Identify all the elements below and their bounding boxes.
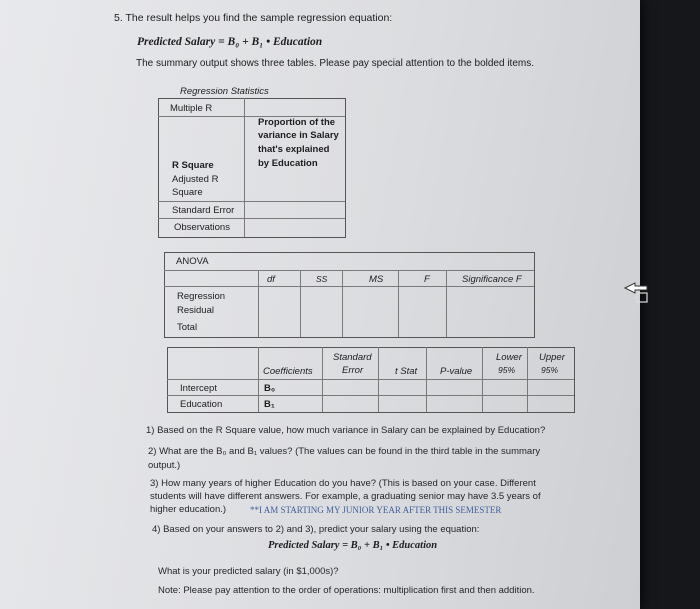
column-divider (378, 347, 379, 412)
anova-row-residual: Residual (177, 305, 214, 316)
adjusted-r-label: Adjusted R (172, 174, 219, 185)
dark-background (640, 0, 700, 609)
column-divider (426, 347, 427, 412)
proportion-note-4: by Education (258, 158, 318, 169)
anova-title: ANOVA (176, 256, 209, 267)
column-divider (527, 347, 528, 412)
observations-label: Observations (174, 222, 230, 233)
anova-header-ss: SS (316, 274, 328, 284)
regression-statistics-caption: Regression Statistics (180, 86, 269, 97)
coef-header-lower: Lower (496, 352, 522, 363)
row-divider (164, 270, 534, 271)
anova-row-regression: Regression (177, 291, 226, 302)
question-3-line-2: students will have different answers. For example, a graduating senior may have 3.5 years of (150, 491, 541, 502)
coef-symbol-b0: B₀ (264, 383, 276, 394)
anova-header-ms: MS (369, 274, 384, 285)
column-divider (482, 347, 483, 412)
row-divider (167, 379, 574, 380)
coef-header-upper-95: 95% (541, 365, 559, 375)
row-divider (164, 286, 534, 287)
question-4: 4) Based on your answers to 2) and 3), predict your salary using the equation: (152, 524, 480, 535)
anova-header-significance-f: Significance F (462, 274, 522, 285)
coef-row-education: Education (180, 399, 223, 410)
coef-header-coefficients: Coefficients (263, 366, 313, 377)
handwritten-answer: **I AM STARTING MY JUNIOR YEAR AFTER THIS SEMESTER (250, 505, 502, 515)
question-3-line-1: 3) How many years of higher Education do you have? (This is based on your case. Different (150, 478, 536, 489)
multiple-r-label: Multiple R (170, 103, 213, 114)
coef-symbol-b1: B₁ (264, 399, 275, 410)
proportion-note-1: Proportion of the (258, 117, 336, 128)
summary-instruction: The summary output shows three tables. Please pay special attention to the bolded items. (136, 58, 534, 69)
standard-error-label: Standard Error (172, 205, 235, 216)
row-divider (167, 395, 574, 396)
question-2-line-2: output.) (148, 460, 181, 471)
coef-header-error: Error (342, 365, 364, 376)
question-1: 1) Based on the R Square value, how much variance in Salary can be explained by Education? (146, 425, 546, 436)
proportion-note-2: variance in Salary (258, 130, 339, 141)
coef-header-lower-95: 95% (498, 365, 516, 375)
column-divider (398, 270, 399, 337)
regression-equation: Predicted Salary = B₀ + B₁ • Education (137, 36, 323, 48)
coef-header-t-stat: t Stat (395, 366, 418, 377)
anova-header-f: F (424, 274, 430, 285)
coef-header-standard: Standard (333, 352, 372, 363)
proportion-note-3: that's explained (258, 144, 330, 155)
column-divider (258, 347, 259, 412)
coef-row-intercept: Intercept (180, 383, 217, 394)
question-3-line-3: higher education.) (150, 504, 227, 515)
question-2-line-1: 2) What are the B₀ and B₁ values? (The values can be found in the third table in the summary (148, 446, 541, 457)
adjusted-r-label-2: Square (172, 187, 203, 198)
column-divider (300, 270, 301, 337)
coef-header-upper: Upper (539, 352, 565, 363)
column-divider (258, 270, 259, 337)
anova-row-total: Total (177, 322, 198, 333)
mouse-pointer-icon (623, 282, 649, 304)
anova-header-df: df (267, 274, 275, 285)
row-divider (158, 201, 345, 202)
coef-header-p-value: P-value (440, 366, 473, 377)
column-divider (244, 98, 245, 237)
problem-title: 5. The result helps you find the sample regression equation: (114, 12, 393, 24)
predicted-salary-question: What is your predicted salary (in $1,000s)? (158, 566, 339, 577)
column-divider (342, 270, 343, 337)
column-divider (322, 347, 323, 412)
row-divider (158, 218, 345, 219)
question-4-equation: Predicted Salary = B₀ + B₁ • Education (268, 540, 438, 551)
column-divider (446, 270, 447, 337)
order-of-operations-note: Note: Please pay attention to the order of operations: multiplication first and then addition. (158, 585, 535, 596)
r-square-label: R Square (172, 160, 214, 171)
